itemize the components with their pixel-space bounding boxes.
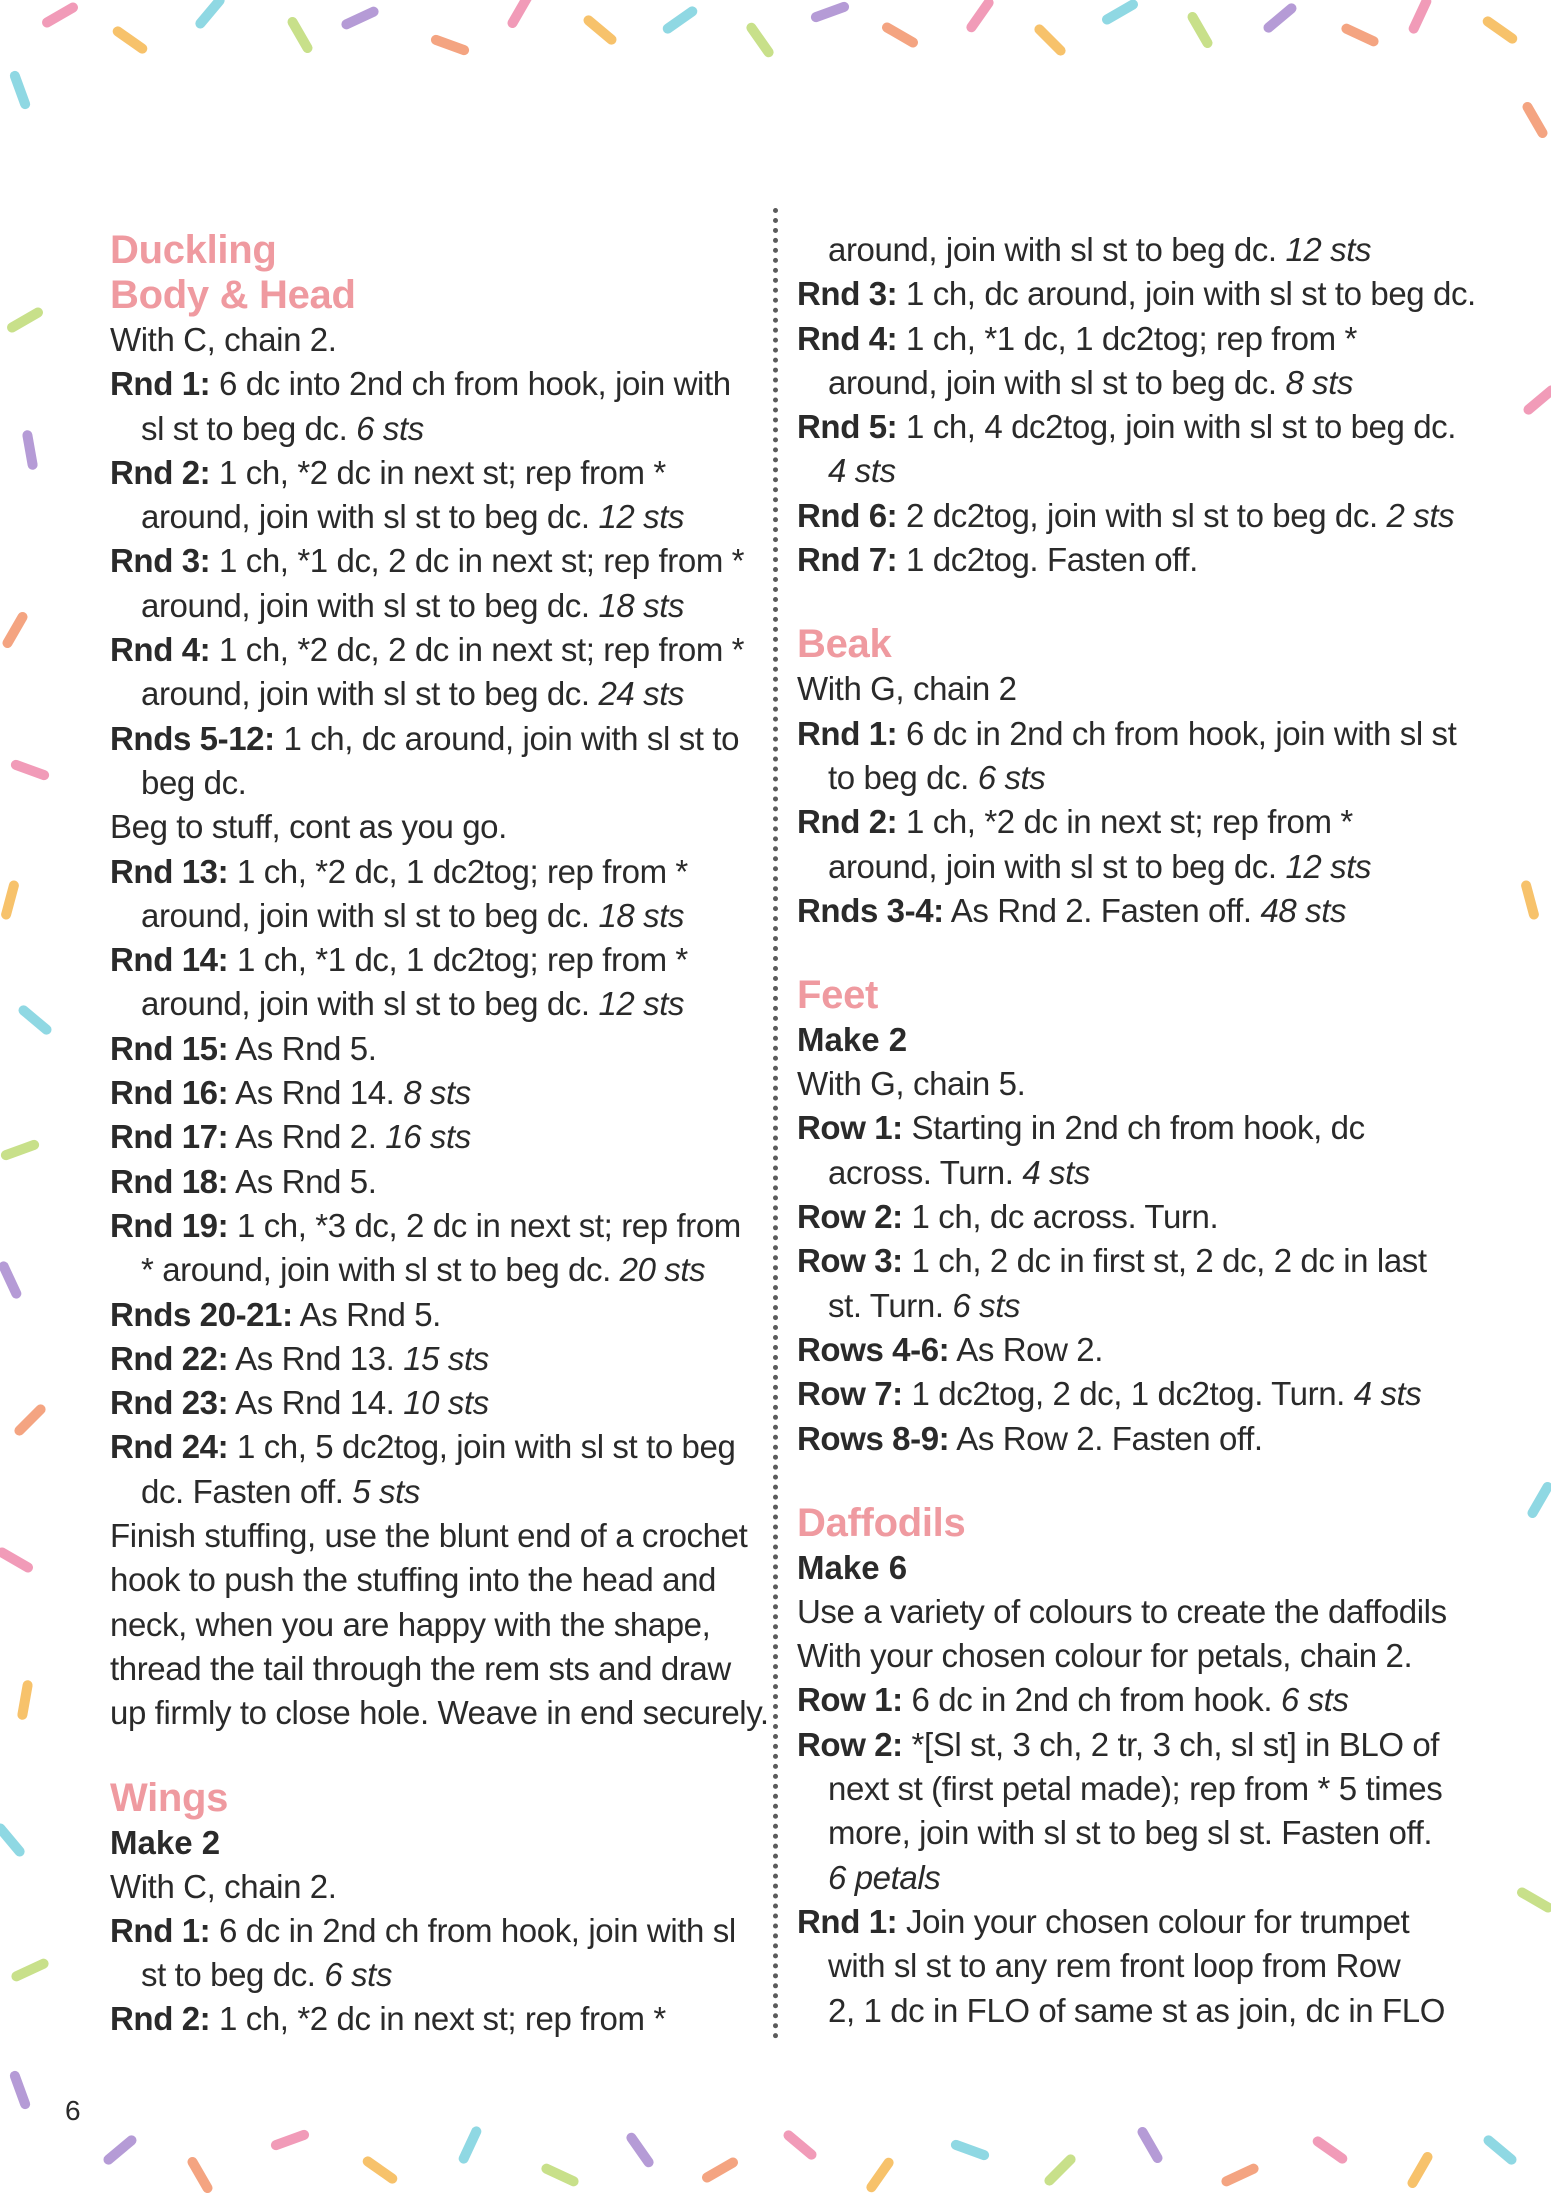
stitch-count: 6 sts [1280, 1681, 1349, 1719]
instruction-line [110, 938, 755, 982]
sprinkle [1481, 2133, 1518, 2166]
step-text: up firmly to close hole. Weave in end securely. [110, 1694, 769, 1732]
sprinkle [286, 15, 315, 55]
step-label: Row 7: [797, 1375, 903, 1413]
sprinkle [1515, 1886, 1551, 1915]
step-label: Rnd 17: [110, 1118, 229, 1156]
stitch-count: 6 sts [324, 1956, 393, 1994]
step-label: Rnd 1: [797, 714, 898, 752]
step-text: With C, chain 2. [110, 1867, 337, 1905]
sprinkle [0, 1138, 41, 1161]
sprinkle [1520, 879, 1540, 920]
sprinkle [17, 1679, 34, 1720]
step-text: As Rnd 14. [228, 1384, 404, 1422]
step-text: 1 ch, *1 dc, 1 dc2tog; rep from * [228, 941, 688, 979]
step-text: With G, chain 2 [797, 670, 1017, 708]
step-text: around, join with sl st to beg dc. [141, 985, 599, 1023]
stitch-count: 15 sts [403, 1339, 489, 1377]
step-label: Rnd 7: [797, 541, 898, 579]
step-label: Rnd 3: [110, 542, 211, 580]
step-text: 1 ch, 5 dc2tog, join with sl st to beg [228, 1428, 736, 1466]
step-text: As Rnd 2. Fasten off. [943, 891, 1261, 929]
sprinkle [1407, 0, 1433, 35]
step-label: Rnd 4: [797, 319, 898, 357]
sprinkle [1526, 1480, 1551, 1520]
instruction-continuation [110, 584, 755, 628]
step-text: around, join with sl st to beg dc. [141, 896, 599, 934]
step-label: Rnd 18: [110, 1162, 229, 1200]
step-label: Rnd 16: [110, 1074, 229, 1112]
step-text: 1 ch, 4 dc2tog, join with sl st to beg dc. [897, 408, 1457, 446]
text-line [797, 1634, 1462, 1678]
step-text: beg dc. [141, 763, 247, 801]
instruction-continuation [110, 672, 755, 716]
sprinkle [700, 2156, 740, 2185]
stitch-count: 12 sts [598, 985, 685, 1023]
stitch-count: 5 sts [352, 1472, 420, 1510]
section-heading-wings: Wings [110, 1775, 229, 1820]
step-text: 2, 1 dc in FLO of same st as join, dc in FLO [828, 1991, 1446, 2029]
step-text: 1 ch, *2 dc in next st; rep from * [210, 453, 666, 491]
step-text: 1 ch, *2 dc, 2 dc in next st; rep from * [210, 631, 745, 669]
sprinkle [101, 2133, 138, 2166]
step-text: around, join with sl st to beg dc. [141, 675, 599, 713]
stitch-count: 6 sts [356, 409, 424, 447]
step-text: 6 dc in 2nd ch from hook, join with sl [210, 1911, 736, 1949]
step-text: Finish stuffing, use the blunt end of a crochet [110, 1517, 748, 1555]
sprinkle [1311, 2134, 1350, 2165]
sprinkle [8, 69, 31, 110]
step-label: Rnd 22: [110, 1339, 229, 1377]
instruction-line [797, 1239, 1462, 1283]
step-label: Rnds 5-12: [110, 719, 275, 757]
sprinkle [361, 2154, 400, 2185]
instruction-line [797, 1417, 1462, 1461]
sprinkle [624, 2131, 655, 2170]
instruction-line [797, 1328, 1462, 1372]
section-spacer [110, 1736, 755, 1776]
instruction-line [797, 1195, 1462, 1239]
step-text: With C, chain 2. [110, 321, 337, 358]
step-text: 1 ch, *2 dc in next st; rep from * [897, 803, 1353, 841]
instruction-continuation [110, 1248, 755, 1292]
sprinkle [1220, 2162, 1260, 2188]
step-text: around, join with sl st to beg dc. [828, 847, 1286, 885]
step-text: 1 dc2tog, 2 dc, 1 dc2tog. Turn. [902, 1375, 1354, 1413]
page-number: 6 [65, 2095, 81, 2126]
step-label: Rnds 20-21: [110, 1295, 293, 1333]
instruction-continuation [797, 1856, 1462, 1900]
step-text: across. Turn. [828, 1153, 1023, 1191]
sprinkle [16, 1003, 53, 1036]
step-text: 1 ch, *3 dc, 2 dc in next st; rep from [228, 1206, 741, 1244]
text-line [110, 1558, 755, 1602]
step-text: As Rnd 2. [228, 1118, 386, 1156]
make-count: Make 2 [797, 1021, 908, 1059]
step-text: As Rnd 5. [292, 1295, 441, 1333]
sprinkle [0, 879, 20, 920]
section-heading-duckling: Duckling [110, 228, 277, 272]
section-spacer [797, 582, 1462, 622]
instruction-continuation [110, 894, 755, 938]
step-text: 6 dc in 2nd ch from hook, join with sl st [897, 714, 1457, 752]
step-text: With your chosen colour for petals, chain 2. [797, 1637, 1413, 1675]
stitch-count: 8 sts [1285, 363, 1354, 401]
stitch-count: 2 sts [1386, 496, 1455, 534]
step-text: Starting in 2nd ch from hook, dc [902, 1109, 1365, 1147]
step-text: As Rnd 5. [228, 1029, 377, 1067]
stitch-count: 16 sts [385, 1118, 471, 1156]
make-count: Make 6 [797, 1548, 908, 1586]
sprinkle [1032, 22, 1067, 57]
sprinkle [1136, 2125, 1165, 2165]
sprinkle [12, 1402, 47, 1437]
text-line [110, 318, 755, 362]
step-label: Rnd 5: [797, 408, 898, 446]
step-text: With G, chain 5. [797, 1065, 1026, 1103]
step-text: around, join with sl st to beg dc. [828, 363, 1286, 401]
step-text: As Row 2. [949, 1330, 1103, 1368]
step-text: 1 ch, *2 dc, 1 dc2tog; rep from * [228, 852, 688, 890]
step-label: Rnds 3-4: [797, 891, 944, 929]
instruction-continuation [797, 228, 1462, 272]
instruction-continuation [797, 1811, 1462, 1855]
step-text: around, join with sl st to beg dc. [141, 586, 599, 624]
instruction-line [797, 405, 1462, 449]
text-line [110, 1691, 769, 1735]
step-label: Rnd 6: [797, 496, 898, 534]
instruction-continuation [110, 495, 755, 539]
step-text: As Row 2. Fasten off. [949, 1419, 1263, 1457]
right-column [797, 228, 1476, 2033]
sprinkle [186, 2155, 215, 2193]
sprinkle [880, 21, 920, 50]
instruction-line [110, 1381, 755, 1425]
step-label: Rnd 15: [110, 1029, 229, 1067]
step-label: Rnd 1: [110, 365, 211, 403]
sprinkle [1, 610, 30, 650]
step-text: 1 dc2tog. Fasten off. [897, 541, 1198, 579]
step-text: As Rnd 13. [228, 1339, 404, 1377]
sprinkle [1406, 2150, 1435, 2190]
step-label: Rnd 23: [110, 1384, 229, 1422]
sprinkle [949, 2138, 990, 2161]
instruction-line [110, 1204, 755, 1248]
instruction-line [797, 494, 1462, 538]
section-spacer [797, 933, 1462, 973]
sprinkle [1521, 100, 1550, 140]
step-label: Row 1: [797, 1681, 903, 1719]
instruction-line [797, 800, 1462, 844]
sprinkle [661, 4, 700, 35]
instruction-continuation [797, 361, 1462, 405]
text-line [110, 1865, 755, 1909]
sprinkle [111, 24, 150, 55]
stitch-count: 12 sts [598, 498, 685, 536]
stitch-count: 20 sts [619, 1251, 706, 1289]
instruction-line [110, 539, 755, 583]
step-label: Row 2: [797, 1725, 903, 1763]
step-label: Rnd 19: [110, 1206, 229, 1244]
instruction-line [110, 1293, 755, 1337]
instruction-line [797, 272, 1476, 316]
sprinkle [10, 1957, 50, 1983]
sprinkle [269, 2128, 310, 2151]
sprinkle [1042, 2152, 1077, 2187]
step-text: *[Sl st, 3 ch, 2 tr, 3 ch, sl st] in BLO of [902, 1725, 1440, 1763]
instruction-line [797, 317, 1462, 361]
sprinkle [1481, 14, 1520, 45]
sprinkle [1261, 1, 1298, 34]
instruction-line [110, 362, 755, 406]
instruction-line [797, 1678, 1462, 1722]
step-label: Row 2: [797, 1198, 903, 1236]
instruction-line [110, 1071, 755, 1115]
text-line [110, 805, 755, 849]
step-label: Rnd 2: [110, 453, 211, 491]
stitch-count: 6 sts [952, 1286, 1021, 1324]
instruction-line [110, 1425, 755, 1469]
left-column [110, 228, 769, 2042]
stitch-count: 10 sts [403, 1384, 489, 1422]
text-line [110, 1603, 755, 1647]
sprinkle [1100, 0, 1140, 26]
stitch-count: 18 sts [598, 896, 685, 934]
instruction-continuation [797, 845, 1462, 889]
instruction-line [110, 1337, 755, 1381]
step-text: 1 ch, *1 dc, 1 dc2tog; rep from * [897, 319, 1357, 357]
instruction-line [797, 538, 1462, 582]
sprinkle [8, 2069, 31, 2110]
instruction-line [110, 1160, 755, 1204]
step-text: thread the tail through the rem sts and draw [110, 1649, 731, 1687]
stitch-count: 12 sts [1285, 231, 1372, 268]
step-label: Rnd 1: [110, 1911, 211, 1949]
instruction-line [110, 1997, 755, 2041]
stitch-count: 12 sts [1285, 847, 1372, 885]
instruction-line [797, 889, 1462, 933]
section-heading-beak: Beak [797, 622, 892, 667]
instruction-line [797, 1106, 1462, 1150]
instruction-line [110, 451, 755, 495]
instruction-line [797, 1900, 1462, 1944]
sprinkle [506, 0, 535, 30]
instruction-line [110, 850, 755, 894]
instruction-continuation [110, 1470, 755, 1514]
instruction-line [110, 1027, 755, 1071]
instruction-continuation [110, 407, 755, 451]
step-text: Use a variety of colours to create the daffodils [797, 1592, 1447, 1630]
sprinkle [5, 306, 45, 335]
instruction-continuation [110, 982, 755, 1026]
sprinkle [964, 0, 995, 34]
instruction-line [110, 628, 755, 672]
text-line [110, 1514, 755, 1558]
sprinkle [864, 2156, 895, 2193]
instruction-continuation [110, 761, 755, 805]
step-label: Rnd 1: [797, 1902, 898, 1940]
step-text: 6 dc into 2nd ch from hook, join with [210, 365, 731, 403]
step-text: Beg to stuff, cont as you go. [110, 808, 507, 846]
stitch-count: 18 sts [598, 586, 685, 624]
step-label: Rnd 2: [797, 803, 898, 841]
stitch-count: 4 sts [828, 452, 896, 490]
sprinkle [9, 758, 50, 781]
sprinkle [40, 1, 80, 30]
instruction-line [797, 1723, 1462, 1767]
step-label: Rnd 2: [110, 2000, 211, 2038]
sprinkle [781, 2128, 818, 2161]
section-spacer [797, 1461, 1462, 1501]
step-text: 1 ch, *2 dc in next st; rep from * [210, 2000, 666, 2038]
text-line [110, 1647, 755, 1691]
step-text: dc. Fasten off. [141, 1472, 353, 1510]
sprinkle [0, 1821, 27, 1858]
step-text: sl st to beg dc. [141, 409, 357, 447]
step-text: * around, join with sl st to beg dc. [141, 1251, 620, 1289]
stitch-count: 6 petals [828, 1858, 941, 1896]
step-text: As Rnd 5. [228, 1162, 377, 1200]
step-text: 1 ch, dc around, join with sl st to [274, 719, 740, 757]
column-divider [773, 208, 778, 2040]
instruction-continuation [797, 1284, 1462, 1328]
instruction-continuation [797, 756, 1462, 800]
step-label: Rnd 24: [110, 1428, 229, 1466]
instruction-line [110, 717, 755, 761]
step-text: 1 ch, dc around, join with sl st to beg dc. [897, 275, 1476, 313]
sprinkle [0, 1546, 35, 1575]
text-line [797, 667, 1462, 711]
section-heading-feet: Feet [797, 973, 879, 1018]
instruction-continuation [797, 1151, 1462, 1195]
step-label: Rows 8-9: [797, 1419, 950, 1457]
sprinkle [429, 33, 470, 56]
sprinkle [0, 1260, 23, 1300]
stitch-count: 48 sts [1260, 891, 1347, 929]
step-label: Rnd 14: [110, 941, 229, 979]
stitch-count: 8 sts [403, 1074, 471, 1112]
step-text: hook to push the stuffing into the head and [110, 1561, 717, 1599]
step-text: with sl st to any rem front loop from Row [828, 1947, 1401, 1985]
stitch-count: 4 sts [1353, 1375, 1422, 1413]
instruction-line [797, 1372, 1462, 1416]
instruction-line [110, 1909, 755, 1953]
step-text: 1 ch, dc across. Turn. [902, 1198, 1219, 1236]
section-heading-body-head: Body & Head [110, 273, 356, 317]
instruction-continuation [797, 449, 1462, 493]
stitch-count: 24 sts [598, 675, 685, 713]
step-text: 6 dc in 2nd ch from hook. [902, 1681, 1281, 1719]
step-text: st. Turn. [828, 1286, 953, 1324]
step-text: Join your chosen colour for trumpet [897, 1902, 1410, 1940]
step-text: As Rnd 14. [228, 1074, 404, 1112]
step-text: around, join with sl st to beg dc. [141, 498, 599, 536]
step-label: Rows 4-6: [797, 1330, 950, 1368]
sprinkle [744, 21, 775, 60]
step-text: 1 ch, 2 dc in first st, 2 dc, 2 dc in last [902, 1242, 1427, 1280]
stitch-count: 6 sts [977, 758, 1046, 796]
text-line [797, 1590, 1462, 1634]
instruction-line [797, 712, 1462, 756]
sprinkle [581, 13, 618, 46]
sprinkle [1521, 383, 1551, 416]
sprinkle [340, 5, 380, 31]
step-label: Rnd 3: [797, 275, 898, 313]
make-count: Make 2 [110, 1823, 221, 1861]
sprinkle [22, 429, 39, 470]
sprinkle [1186, 10, 1215, 50]
text-line [797, 1062, 1462, 1106]
step-label: Rnd 4: [110, 631, 211, 669]
step-text: more, join with sl st to beg sl st. Fasten off. [828, 1814, 1433, 1852]
sprinkle [809, 0, 850, 23]
instruction-continuation [797, 1767, 1462, 1811]
instruction-line [110, 1115, 755, 1159]
sprinkle [1340, 22, 1380, 48]
step-text: around, join with sl st to beg dc. [828, 231, 1286, 268]
step-label: Row 3: [797, 1242, 903, 1280]
step-text: 1 ch, *1 dc, 2 dc in next st; rep from * [210, 542, 745, 580]
step-label: Rnd 13: [110, 852, 229, 890]
instruction-continuation [797, 1944, 1462, 1988]
step-text: 2 dc2tog, join with sl st to beg dc. [897, 496, 1387, 534]
stitch-count: 4 sts [1022, 1153, 1091, 1191]
instruction-continuation [110, 1953, 755, 1997]
sprinkle [193, 0, 226, 31]
sprinkle [457, 2125, 483, 2165]
step-text: st to beg dc. [141, 1956, 325, 1994]
step-label: Row 1: [797, 1109, 903, 1147]
step-text: neck, when you are happy with the shape, [110, 1605, 711, 1643]
step-text: next st (first petal made); rep from * 5 times [828, 1770, 1443, 1808]
sprinkle [540, 2162, 580, 2188]
section-heading-daffodils: Daffodils [797, 1500, 966, 1545]
step-text: to beg dc. [828, 758, 978, 796]
instruction-continuation [797, 1989, 1462, 2033]
